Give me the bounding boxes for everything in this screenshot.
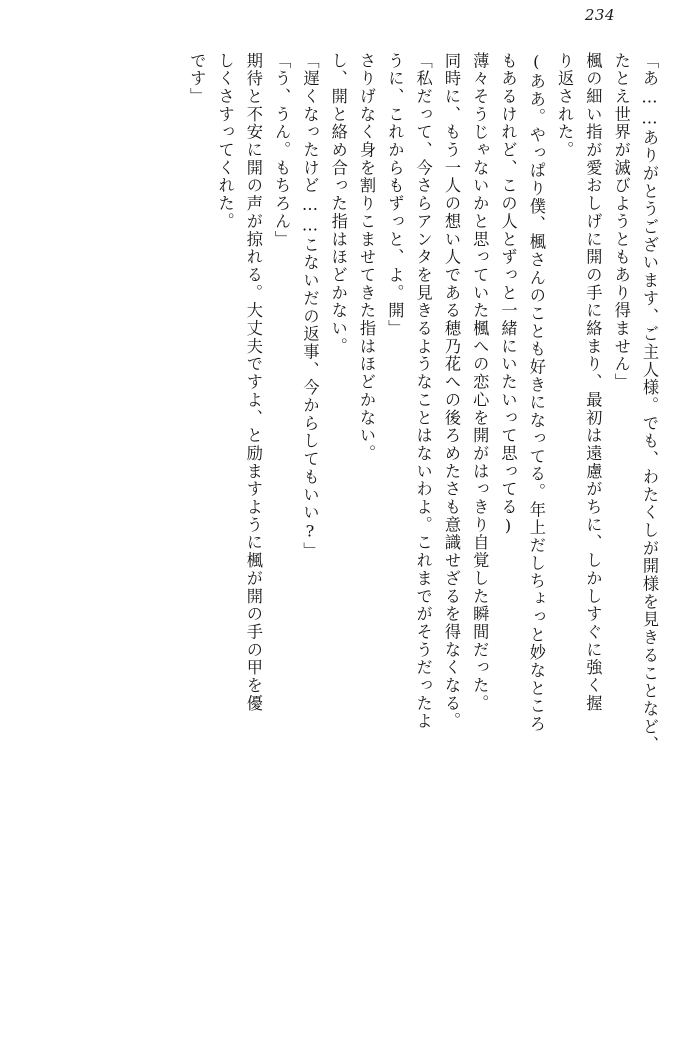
text-line: さりげなく身を割りこませてきた指はほどかない。 [357, 52, 377, 463]
text-line: し、開と絡め合った指はほどかない。 [328, 52, 348, 356]
text-line: 期待と不安に開の声が掠れる。大丈夫ですよ、と励ますように楓が開の手の甲を優 [243, 52, 263, 713]
text-line: です」 [187, 52, 207, 106]
text-line: しくさすってくれた。 [215, 52, 235, 231]
text-line: たとえ世界が滅びようともあり得ません」 [611, 52, 631, 392]
text-line: 「私だって、今さらアンタを見きるようなことはないわよ。これまでがそうだったよ [413, 52, 433, 731]
text-line: (ああ。やっぱり僕、楓さんのことも好きになってる。年上だしちょっと妙なところ [526, 52, 546, 734]
text-line: 「あ……ありがとうございます、ご主人様。でも、わたくしが開様を見きることなど、 [640, 52, 659, 754]
text-line: 薄々そうじゃないかと思っていた楓への恋心を開がはっきり自覚した瞬間だった。 [470, 52, 490, 713]
text-line: 「う、うん。もちろん」 [272, 52, 292, 249]
text-line: 楓の細い指が愛おしげに開の手に絡まり、最初は遠慮がちに、しかしすぐに強く握 [583, 52, 603, 713]
text-line: り返された。 [555, 52, 575, 160]
page-text-body [34, 52, 657, 1002]
page-number: 234 [584, 6, 615, 24]
text-line: 「遅くなったけど……こないだの返事、今からしてもいい?」 [300, 52, 320, 561]
text-line: 同時に、もう一人の想い人である穂乃花への後ろめたさも意識せざるを得なくなる。 [441, 52, 461, 731]
text-line: もあるけれど、この人とずっと一緒にいたいって思ってる) [498, 52, 518, 537]
text-line: うに、これからもずっと、よ。開」 [385, 52, 405, 338]
